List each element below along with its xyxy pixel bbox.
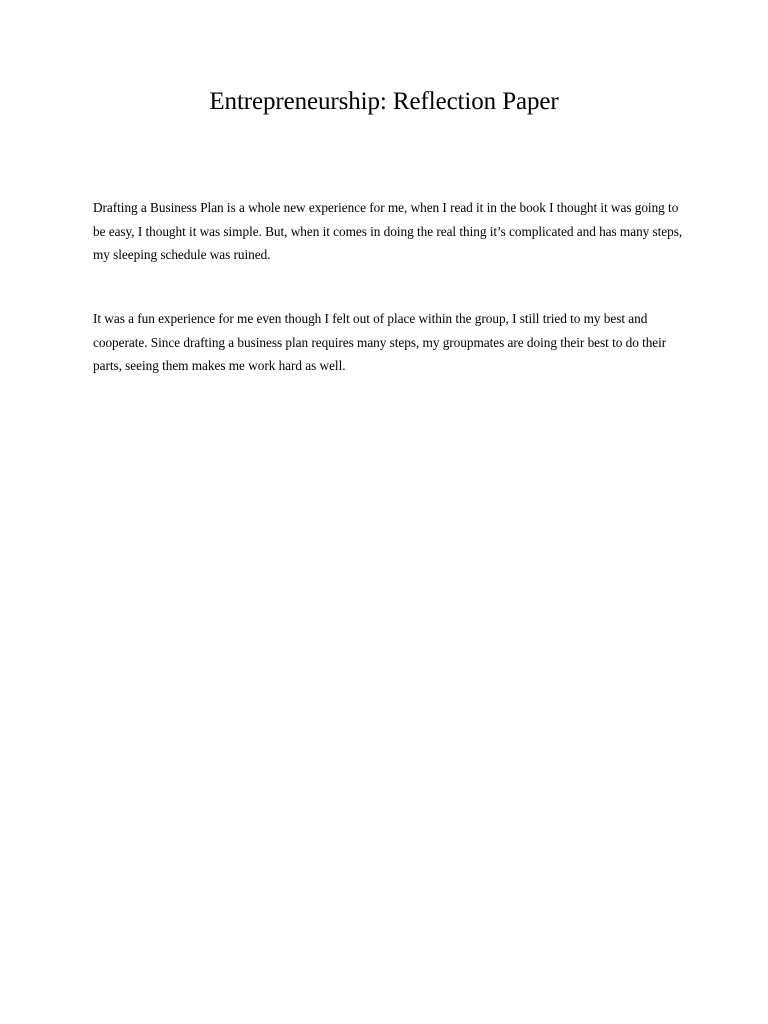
paragraph-2: It was a fun experience for me even though I felt out of place within the group, I still tried to my best and cooperate. Since drafting a business plan requires many steps, my groupmates are doing their best to do their parts, seeing them makes me work hard as well.: [93, 311, 667, 373]
paragraph-1: Drafting a Business Plan is a whole new experience for me, when I read it in the book I thought it was going to be easy, I thought it was simple. But, when it comes in doing the real thing it’s complicated and has many steps, my sleeping schedule was ruined.: [93, 200, 683, 262]
document-title: Entrepreneurship: Reflection Paper: [209, 88, 559, 115]
